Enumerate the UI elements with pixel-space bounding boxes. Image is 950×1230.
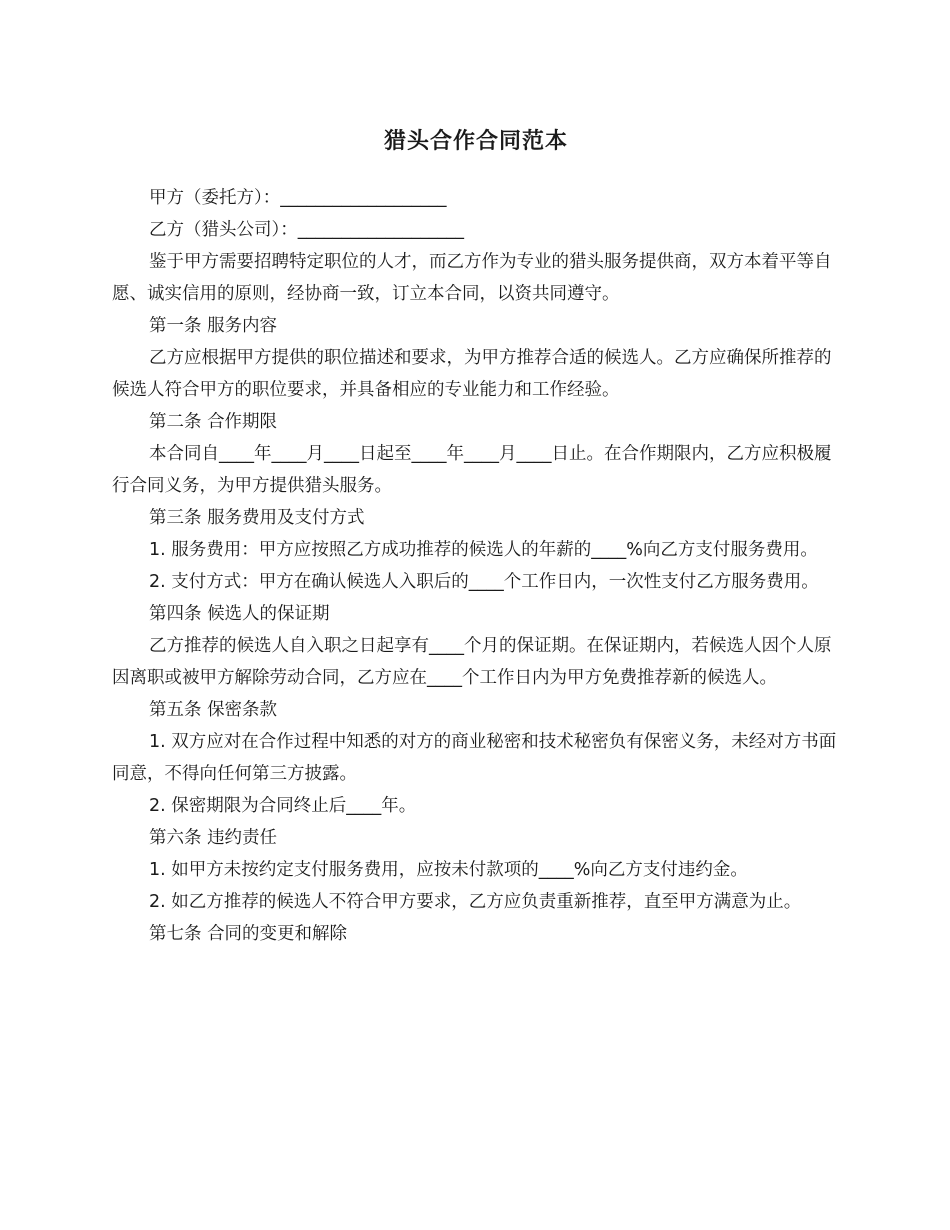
- article-6-item-2: 2. 如乙方推荐的候选人不符合甲方要求，乙方应负责重新推荐，直至甲方满意为止。: [149, 892, 802, 912]
- article-6-item-1: 1. 如甲方未按约定支付服务费用，应按未付款项的____%向乙方支付违约金。: [149, 860, 748, 880]
- article-5-heading: 第五条 保密条款: [149, 700, 278, 720]
- article-1-body: 乙方应根据甲方提供的职位描述和要求，为甲方推荐合适的候选人。乙方应确保所推荐的候选人符合甲方的职位要求，并具备相应的专业能力和工作经验。: [112, 348, 832, 400]
- party-a-line: 甲方（委托方）：___________________: [149, 188, 447, 208]
- article-4-heading: 第四条 候选人的保证期: [149, 604, 330, 624]
- article-4-body: 乙方推荐的候选人自入职之日起享有____个月的保证期。在保证期内，若候选人因个人原因离职或被甲方解除劳动合同，乙方应在____个工作日内为甲方免费推荐新的候选人。: [112, 636, 832, 688]
- document-page: [112, 118, 840, 950]
- article-2-heading: 第二条 合作期限: [149, 412, 278, 432]
- preamble-paragraph: 鉴于甲方需要招聘特定职位的人才，而乙方作为专业的猎头服务提供商，双方本着平等自愿、诚实信用的原则，经协商一致，订立本合同，以资共同遵守。: [112, 252, 832, 304]
- article-6-heading: 第六条 违约责任: [149, 828, 278, 848]
- article-5-item-1: 1. 双方应对在合作过程中知悉的对方的商业秘密和技术秘密负有保密义务，未经对方书面同意，不得向任何第三方披露。: [112, 732, 837, 784]
- article-7-heading: 第七条 合同的变更和解除: [149, 924, 348, 944]
- article-2-body: 本合同自____年____月____日起至____年____月____日止。在合作期限内，乙方应积极履行合同义务，为甲方提供猎头服务。: [112, 444, 832, 496]
- article-5-item-2: 2. 保密期限为合同终止后____年。: [149, 796, 417, 816]
- article-3-item-1: 1. 服务费用：甲方应按照乙方成功推荐的候选人的年薪的____%向乙方支付服务费用。: [149, 540, 818, 560]
- article-1-heading: 第一条 服务内容: [149, 316, 278, 336]
- article-3-item-2: 2. 支付方式：甲方在确认候选人入职后的____个工作日内，一次性支付乙方服务费用。: [149, 572, 819, 592]
- party-b-line: 乙方（猎头公司）：___________________: [149, 220, 464, 240]
- document-title: 猎头合作合同范本: [383, 129, 568, 154]
- article-3-heading: 第三条 服务费用及支付方式: [149, 508, 365, 528]
